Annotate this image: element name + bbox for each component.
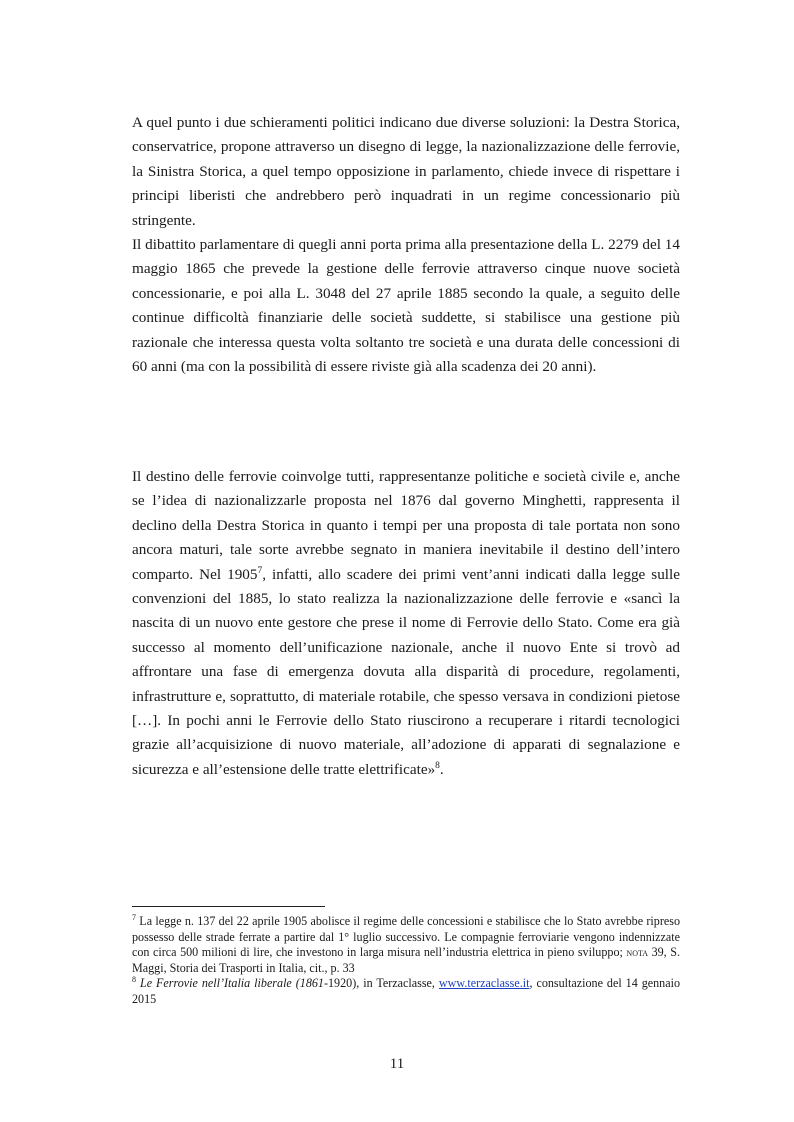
main-text-second	[132, 465, 680, 782]
footnote-7-text-a: La legge n. 137 del 22 aprile 1905 abolisce il regime delle concessioni e stabilisce che lo Stato avrebbe ripreso possesso delle strade ferrate a partire dal 1° luglio successivo. Le compagnie ferroviarie vengono indennizzate con circa 500 milioni di lire, che investono in larga misura nell’industria elettrica in pieno sviluppo;	[132, 914, 680, 960]
footnote-ref-7: 7	[257, 565, 263, 576]
footnote-ref-8: 8	[435, 760, 440, 771]
paragraph-2: Il dibattito parlamentare di quegli anni porta prima alla presentazione della L. 2279 del 14 maggio 1865 che prevede la gestione delle ferrovie attraverso cinque nuove società concessionarie, e poi alla L. 3048 del 27 aprile 1885 secondo la quale, a seguito delle continue difficoltà finanziarie delle società suddette, si stabilisce una gestione più razionale che interessa questa volta soltanto tre società e una durata delle concessioni di 60 anni (ma con la possibilità di essere riviste già alla scadenza dei 20 anni).	[132, 236, 680, 376]
paragraph-3-part-a: Il destino delle ferrovie coinvolge tutti, rappresentanze politiche e società civile e, anche se l’idea di nazionalizzarle proposta nel 1876 dal governo Minghetti, rappresenta il declino della Destra Storica in quanto i tempi per una proposta di tale portata non sono ancora maturi, tale sorte avrebbe segnato in maniera inevitabile il destino dell’intero comparto. Nel 1905	[132, 468, 680, 583]
footnote-separator	[132, 906, 325, 907]
main-text	[132, 111, 680, 379]
footnote-8-title: Le Ferrovie nell’Italia liberale (1861	[139, 976, 324, 991]
paragraph-1: A quel punto i due schieramenti politici indicano due diverse soluzioni: la Destra Storica, conservatrice, propone attraverso un disegno di legge, la nazionalizzazione delle ferrovie, la Sinistra Storica, a quel tempo opposizione in parlamento, chiede invece di rispettare i principi liberisti che andrebbero però inquadrati in un regime concessionario più stringente.	[132, 114, 680, 229]
footnote-8-number: 8	[132, 975, 136, 985]
footnote-8-link[interactable]: www.terzaclasse.it	[438, 976, 530, 991]
paragraph-3	[132, 465, 680, 782]
footnote-7	[132, 914, 680, 976]
footnote-8-text-a: -1920), in Terzaclasse,	[323, 976, 439, 991]
footnote-8	[132, 976, 680, 1007]
footnote-7-nota: nota	[626, 945, 648, 960]
paragraph-3-part-c: .	[439, 760, 444, 778]
footnotes	[132, 914, 680, 1008]
page-number: 11	[389, 1056, 405, 1072]
footnote-7-text-b: 39, S. Maggi, Storia dei Trasporti in Italia, cit., p. 33	[132, 945, 680, 975]
footnote-7-number: 7	[132, 912, 136, 922]
paragraph-3-part-b: , infatti, allo scadere dei primi vent’anni indicati dalla legge sulle convenzioni del 1885, lo stato realizza la nazionalizzazione delle ferrovie e «sancì la nascita di un nuovo ente gestore che prese il nome di Ferrovie dello Stato. Come era già successo al momento dell’unificazione nazionale, anche il nuovo Ente si trovò ad affrontare una fase di emergenza dovuta alla disparità di procedure, regolamenti, infrastrutture e, soprattutto, di materiale rotabile, che spesso versava in condizioni pietose […]. In pochi anni le Ferrovie dello Stato riuscirono a recuperare i ritardi tecnologici grazie all’acquisizione di nuovo materiale, all’adozione di apparati di segnalazione e sicurezza e all’estensione delle tratte elettrificate»	[132, 565, 680, 778]
footnote-8-text-b: , consultazione del 14 gennaio 2015	[132, 976, 680, 1006]
